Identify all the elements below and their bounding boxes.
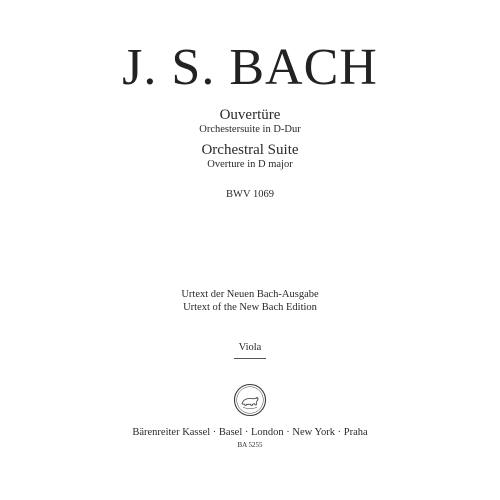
edition-number: BA 5255: [237, 441, 263, 449]
baerenreiter-bear-seal-icon: [233, 383, 267, 417]
composer-name: J. S. BACH: [122, 39, 378, 96]
title-english: Orchestral Suite: [201, 142, 299, 158]
title-german: Ouvertüre: [219, 107, 281, 123]
subtitle-german: Orchestersuite in D-Dur: [199, 124, 301, 135]
urtext-note-german: Urtext der Neuen Bach-Ausgabe: [181, 289, 319, 300]
instrument-part: Viola: [238, 342, 262, 353]
subtitle-english: Overture in D major: [207, 159, 293, 170]
urtext-note-english: Urtext of the New Bach Edition: [183, 302, 317, 313]
part-underline: [234, 358, 266, 359]
score-cover-page: [52, 0, 448, 500]
publisher-line: Bärenreiter Kassel · Basel · London · New York · Praha: [132, 427, 368, 438]
bwv-number: BWV 1069: [226, 189, 274, 200]
